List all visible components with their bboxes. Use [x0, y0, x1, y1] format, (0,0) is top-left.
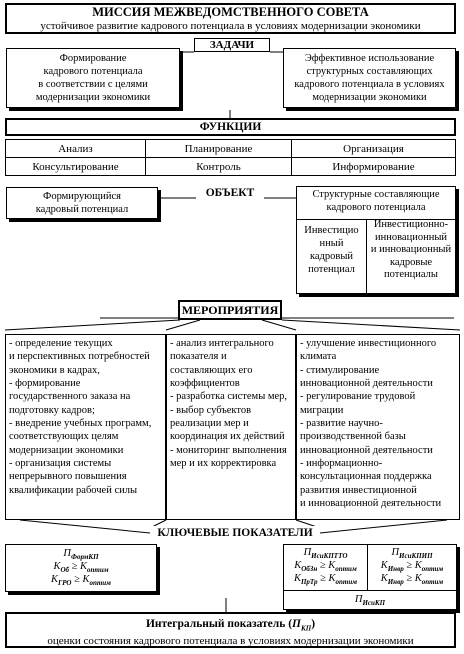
measure-line: координация их действий [170, 431, 285, 443]
measure-line: - организация системы [9, 457, 112, 469]
object-sub-left: Инвестицио нный кадровый потенциал [297, 219, 367, 293]
measures-col-3 [296, 334, 460, 520]
measure-line: - выбор субъектов [170, 404, 252, 416]
measure-line: показателя и [170, 351, 227, 363]
function-consulting: Консультирование [6, 158, 146, 175]
indicator-combined: $П_{ИсиКП}$ [354, 594, 386, 608]
task-left: Формирование кадрового потенциала в соответствии с целями модернизации экономики [6, 48, 180, 108]
object-label: ОБЪЕКТ [196, 186, 264, 200]
measure-line: реализации мер и [170, 417, 249, 429]
measure-line: - внедрение учебных программ, [9, 417, 152, 429]
function-planning: Планирование [146, 140, 292, 158]
integral-title: Интегральный показатель $(П_{КП})$ [145, 618, 316, 633]
measure-line: климата [300, 351, 337, 363]
measure-line: коэффициентов [170, 377, 240, 389]
measure-line: - развитие научно- [300, 417, 383, 429]
measure-line: модернизации экономики [9, 444, 124, 456]
measure-line: квалификации рабочей силы [9, 484, 138, 496]
indicator-left-k2: $К_{ГРО} \ge К_{оптим}$ [51, 574, 111, 588]
indicator-left-k1: $К_{Об} \ge К_{оптим}$ [53, 561, 109, 575]
indicator-mid-k1: $К_{ОбЗн} \ge К_{оптим}$ [294, 560, 357, 574]
measures-col-3-list [297, 335, 459, 512]
task-right: Эффективное использование структурных составляющих кадрового потенциала в условиях модернизации экономики [283, 48, 456, 108]
mission-title: МИССИЯ МЕЖВЕДОМСТВЕННОГО СОВЕТА [92, 5, 369, 19]
measures-col-1 [5, 334, 166, 520]
measure-line: - анализ интегрального [170, 338, 274, 349]
indicator-left-p: $П_{ФормКП}$ [63, 548, 99, 562]
measures-label: МЕРОПРИЯТИЯ [178, 300, 282, 320]
indicators-label: КЛЮЧЕВЫЕ ПОКАЗАТЕЛИ [150, 526, 320, 542]
measures-col-2 [166, 334, 296, 520]
function-control: Контроль [146, 158, 292, 175]
object-sub-right: Инвестиционно- инновационный и инновационный кадровые потенциалы [370, 219, 452, 281]
integral-box [5, 612, 456, 648]
measure-line: - стимулирование [300, 364, 380, 376]
measure-line: и перспективных потребностей [9, 351, 150, 363]
integral-subtitle: оценки состояния кадрового потенциала в условиях модернизации экономики [47, 635, 414, 648]
indicator-right-box [368, 545, 456, 591]
measure-line: - регулирование трудовой [300, 391, 416, 403]
functions-table [5, 139, 456, 176]
measure-line: и инновационной деятельности [300, 497, 442, 509]
mission-subtitle: устойчивое развитие кадрового потенциала в условиях модернизации экономики [40, 20, 421, 32]
measures-col-2-list [167, 335, 295, 472]
function-informing: Информирование [332, 161, 415, 173]
measure-line: экономики в кадрах, [9, 364, 100, 376]
measures-col-1-list [6, 335, 165, 499]
measure-line: соответствующих целям [9, 431, 119, 443]
measure-line: государственного заказа на [9, 391, 131, 403]
measure-line: - определение текущих [9, 338, 113, 349]
measure-line: мер и их корректировка [170, 457, 277, 469]
indicator-mid-k2: $К_{ПрТр} \ge К_{оптим}$ [293, 573, 358, 587]
measure-line: - мониторинг выполнения [170, 444, 287, 456]
indicator-right-k2: $К_{Инвр} \ge К_{оптим}$ [380, 573, 444, 587]
indicator-left-box [5, 544, 157, 592]
indicator-right-p: $П_{ИсиКПИП}$ [391, 547, 433, 561]
measure-line: миграции [300, 404, 344, 416]
object-right-title: Структурные составляющие кадрового потенциала [297, 187, 455, 220]
measure-line: - разработка системы мер, [170, 391, 288, 403]
measure-line: консультационная поддержка [300, 471, 432, 483]
indicator-right-group [283, 544, 457, 610]
measure-line: подготовку кадров; [9, 404, 95, 416]
object-right [296, 186, 456, 294]
measure-line: непрерывного повышения [9, 471, 127, 483]
function-organization: Организация [292, 140, 455, 158]
measure-line: составляющих его [170, 364, 253, 376]
measure-line: развития инвестиционной [300, 484, 417, 496]
indicator-mid-box [284, 545, 368, 591]
measure-line: производственной базы [300, 431, 406, 443]
object-left: Формирующийся кадровый потенциал [6, 187, 158, 219]
measure-line: инновационной деятельности [300, 377, 433, 389]
measure-line: инновационной деятельности [300, 444, 433, 456]
measure-line: - информационно- [300, 457, 383, 469]
measure-line: - улучшение инвестиционного [300, 338, 437, 349]
tasks-label: ЗАДАЧИ [194, 38, 270, 52]
function-analysis: Анализ [6, 140, 146, 158]
indicator-mid-p: $П_{ИсиКПТТО}$ [303, 547, 348, 561]
indicator-right-k1: $К_{Инвр} \ge К_{оптим}$ [380, 560, 444, 574]
functions-label: ФУНКЦИИ [5, 118, 456, 136]
mission-box [5, 3, 456, 34]
measure-line: - формирование [9, 377, 81, 389]
